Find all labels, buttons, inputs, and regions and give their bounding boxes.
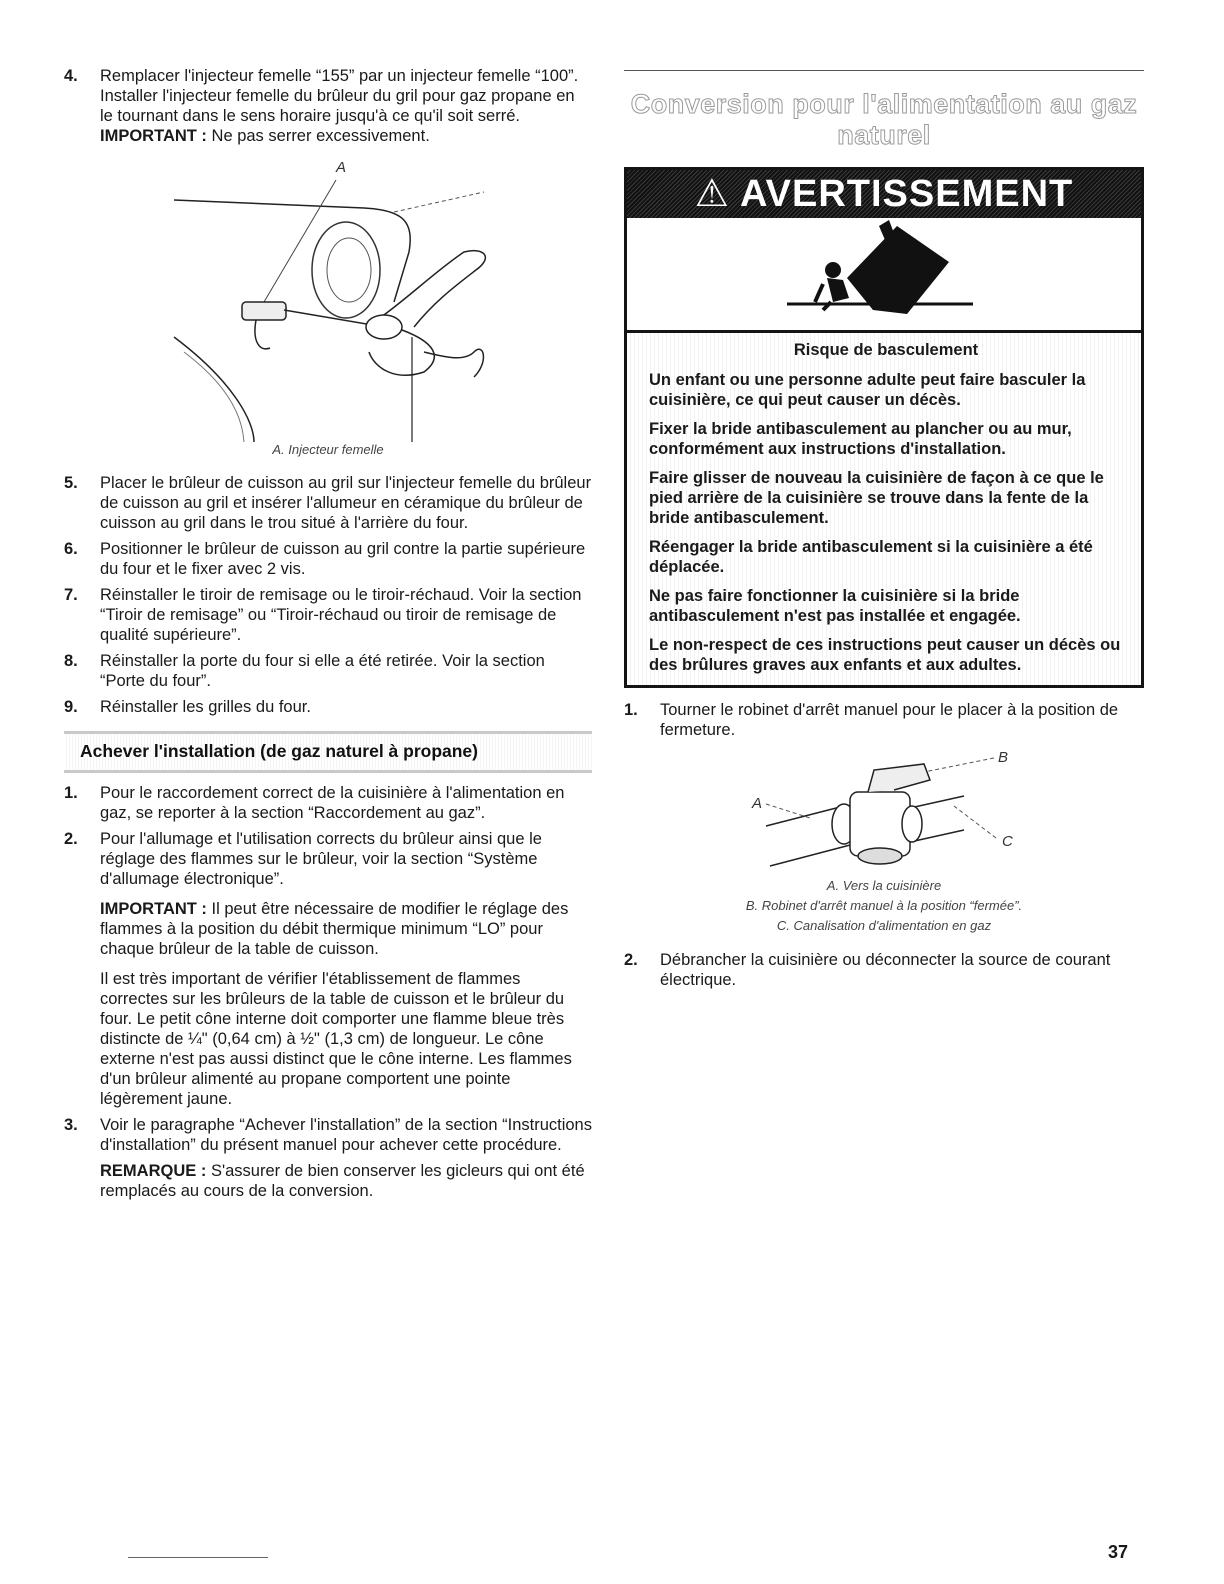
warning-box bbox=[624, 167, 1144, 688]
warning-banner bbox=[627, 170, 1141, 218]
step-number: 7. bbox=[64, 586, 78, 604]
step-number: 3. bbox=[64, 1116, 78, 1134]
step-text: Remplacer l'injecteur femelle “155” par un injecteur femelle “100”. Installer l'injecteur femelle du brûleur du gril pour gaz propane en le tournant dans le sens horaire jusqu'à ce qu'il soit serré. bbox=[100, 67, 579, 125]
tip-over-illustration bbox=[627, 218, 1141, 333]
step-3 bbox=[64, 1115, 592, 1201]
label-a: A bbox=[752, 795, 763, 812]
step-5 bbox=[64, 473, 592, 533]
step-text: Placer le brûleur de cuisson au gril sur l'injecteur femelle du brûleur de cuisson au gril et insérer l'allumeur en céramique du brûleur de cuisson au gril dans le trou situé à l'arrière du four. bbox=[100, 474, 592, 532]
footer-rule bbox=[128, 1557, 268, 1558]
important-text: Il peut être nécessaire de modifier le réglage des flammes à la position du débit thermique minimum “LO” pour chaque brûleur de la table de cuisson. bbox=[100, 900, 569, 958]
label-b: B bbox=[998, 749, 1009, 766]
step-text: Voir le paragraphe “Achever l'installation” de la section “Instructions d'installation” du présent manuel pour achever cette procédure. bbox=[100, 1116, 592, 1154]
section-title: Conversion pour l'alimentation au gaz naturel bbox=[630, 89, 1138, 150]
right-column bbox=[624, 70, 1144, 996]
figure-caption: A. Injecteur femelle bbox=[272, 442, 384, 457]
step-number: 1. bbox=[624, 701, 638, 719]
left-column bbox=[64, 66, 592, 1207]
flame-explanation: Il est très important de vérifier l'établissement de flammes correctes sur les brûleurs de la table de cuisson et le brûleur du four. Le petit cône interne doit comporter une flamme bleue très distincte de ¼" (0,64 cm) à ½" (1,3 cm) de longueur. Le cône externe n'est pas aussi distinct que le cône interne. Les flammes d'un brûleur alimenté au propane comportent une pointe légèrement jaune. bbox=[100, 970, 572, 1108]
injector-illustration bbox=[64, 152, 592, 442]
step-text: Pour l'allumage et l'utilisation corrects du brûleur ainsi que le réglage des flammes sur le brûleur, voir la section “Système d'allumage électronique”. bbox=[100, 830, 542, 888]
step-9 bbox=[64, 697, 592, 717]
important-text: Ne pas serrer excessivement. bbox=[211, 127, 430, 145]
page-number: 37 bbox=[1108, 1542, 1129, 1562]
step-text: Pour le raccordement correct de la cuisinière à l'alimentation en gaz, se reporter à la section “Raccordement au gaz”. bbox=[100, 784, 565, 822]
remarque-label: REMARQUE : bbox=[100, 1162, 207, 1180]
warning-banner-text: AVERTISSEMENT bbox=[740, 173, 1074, 215]
tip-over-icon bbox=[627, 218, 1141, 330]
caption-b: B. Robinet d'arrêt manuel à la position “fermée”. bbox=[745, 898, 1023, 913]
warning-paragraph: Le non-respect de ces instructions peut causer un décès ou des brûlures graves aux enfants et aux adultes. bbox=[649, 636, 1121, 674]
warning-paragraph: Un enfant ou une personne adulte peut faire basculer la cuisinière, ce qui peut causer un décès. bbox=[649, 371, 1086, 409]
label-c: C bbox=[1002, 833, 1013, 850]
important-label: IMPORTANT : bbox=[100, 127, 207, 145]
step-number: 4. bbox=[64, 67, 78, 85]
step-text: Positionner le brûleur de cuisson au gril contre la partie supérieure du four et le fixer avec 2 vis. bbox=[100, 540, 586, 578]
step-text: Réinstaller le tiroir de remisage ou le tiroir-réchaud. Voir la section “Tiroir de remisage” ou “Tiroir-réchaud ou tiroir de remisage de qualité supérieure”. bbox=[100, 586, 582, 644]
caption-a: A. Vers la cuisinière bbox=[826, 878, 942, 893]
important-label: IMPORTANT : bbox=[100, 900, 207, 918]
warning-triangle-icon: ⚠ bbox=[694, 173, 730, 215]
top-rule bbox=[624, 70, 1144, 71]
warning-paragraph: Ne pas faire fonctionner la cuisinière si la bride antibasculement n'est pas installée et engagée. bbox=[649, 587, 1021, 625]
step-8 bbox=[64, 651, 592, 691]
step-1 bbox=[624, 700, 1144, 740]
step-text: Tourner le robinet d'arrêt manuel pour le placer à la position de fermeture. bbox=[660, 701, 1119, 739]
step-number: 8. bbox=[64, 652, 78, 670]
step-text: Réinstaller les grilles du four. bbox=[100, 698, 311, 716]
step-number: 1. bbox=[64, 784, 78, 802]
shutoff-valve-illustration bbox=[624, 746, 1144, 876]
step-2 bbox=[624, 950, 1144, 990]
remarque-text: S'assurer de bien conserver les gicleurs qui ont été remplacés au cours de la conversion. bbox=[100, 1162, 585, 1200]
step-number: 6. bbox=[64, 540, 78, 558]
section-heading: Achever l'installation (de gaz naturel à propane) bbox=[64, 731, 592, 773]
step-6 bbox=[64, 539, 592, 579]
step-number: 5. bbox=[64, 474, 78, 492]
step-7 bbox=[64, 585, 592, 645]
warning-paragraph: Fixer la bride antibasculement au plancher ou au mur, conformément aux instructions d'installation. bbox=[649, 420, 1072, 458]
warning-paragraph: Réengager la bride antibasculement si la cuisinière a été déplacée. bbox=[649, 538, 1093, 576]
warning-paragraph: Faire glisser de nouveau la cuisinière de façon à ce que le pied arrière de la cuisinière se trouve dans la fente de la bride antibasculement. bbox=[649, 469, 1104, 527]
step-number: 9. bbox=[64, 698, 78, 716]
step-text: Débrancher la cuisinière ou déconnecter la source de courant électrique. bbox=[660, 951, 1111, 989]
step-text: Réinstaller la porte du four si elle a été retirée. Voir la section “Porte du four”. bbox=[100, 652, 545, 690]
figure-label-a: A bbox=[336, 159, 347, 176]
step-number: 2. bbox=[624, 951, 638, 969]
step-1 bbox=[64, 783, 592, 823]
warning-text bbox=[627, 333, 1141, 685]
step-number: 2. bbox=[64, 830, 78, 848]
step-4 bbox=[64, 66, 592, 146]
warning-heading: Risque de basculement bbox=[793, 341, 979, 359]
step-2 bbox=[64, 829, 592, 1109]
caption-c: C. Canalisation d'alimentation en gaz bbox=[776, 918, 992, 933]
